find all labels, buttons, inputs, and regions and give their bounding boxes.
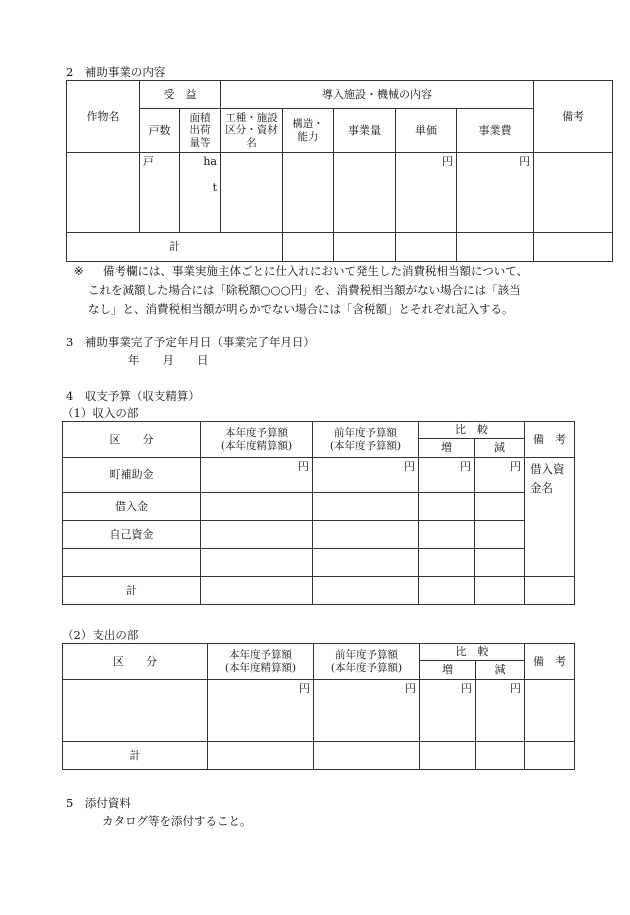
area-cell[interactable] <box>180 153 221 233</box>
expense-current-cell[interactable]: 円 <box>208 680 314 742</box>
income-decrease-cell[interactable] <box>475 493 525 521</box>
total-structure-cell <box>283 233 334 262</box>
income-previous-cell[interactable] <box>313 549 419 577</box>
section2-heading: 2 補助事業の内容 <box>66 65 166 79</box>
total-quantity-cell[interactable] <box>334 233 396 262</box>
income-row-label: 借入金 <box>63 493 201 521</box>
unit-price-cell[interactable] <box>396 153 457 233</box>
income-previous-header: 前年度予算額 (本年度予算額) <box>313 422 419 458</box>
unit-yen: 円 <box>442 155 453 168</box>
expense-previous-header: 前年度予算額 (本年度予算額) <box>314 644 420 680</box>
income-increase-cell[interactable] <box>419 549 475 577</box>
expense-increase-header: 増 <box>420 661 476 680</box>
total-label: 計 <box>67 233 283 262</box>
section3-heading: 3 補助事業完了予定年月日（事業完了年月日） <box>66 335 315 349</box>
expense-remarks-cell[interactable] <box>525 680 575 742</box>
total-remarks-cell[interactable] <box>534 233 613 262</box>
expense-total-decrease[interactable] <box>476 742 525 770</box>
note-mark: ※ <box>74 264 84 278</box>
section4-heading: 4 収支予算（収支精算） <box>66 389 200 403</box>
households-header: 戸数 <box>140 109 180 153</box>
total-unit-price-cell[interactable] <box>396 233 457 262</box>
income-total-current[interactable] <box>201 577 313 605</box>
expense-total-previous[interactable] <box>314 742 420 770</box>
income-remarks-cell[interactable]: 借入資金名 <box>525 458 575 577</box>
cost-cell[interactable] <box>457 153 534 233</box>
expense-category-cell[interactable] <box>63 680 208 742</box>
quantity-cell[interactable] <box>334 153 396 233</box>
expense-compare-header: 比 較 <box>420 644 525 661</box>
income-decrease-cell[interactable] <box>475 521 525 549</box>
income-total-previous[interactable] <box>313 577 419 605</box>
income-category-header: 区 分 <box>63 422 201 458</box>
unit-price-header: 単価 <box>396 109 457 153</box>
expense-increase-cell[interactable]: 円 <box>420 680 476 742</box>
expense-total-label: 計 <box>63 742 208 770</box>
income-row-label: 自己資金 <box>63 521 201 549</box>
facility-header: 導入施設・機械の内容 <box>221 81 534 109</box>
income-row-label: 町補助金 <box>63 458 201 493</box>
income-increase-header: 増 <box>419 439 475 458</box>
expense-category-header: 区 分 <box>63 644 208 680</box>
remarks-header: 備考 <box>534 81 613 153</box>
income-current-header: 本年度予算額 (本年度精算額) <box>201 422 313 458</box>
note-line: 備考欄には、事業実施主体ごとに仕入れにおいて発生した消費税相当額について、 <box>103 264 529 278</box>
income-heading: （1）収入の部 <box>62 406 139 420</box>
total-cost-cell[interactable] <box>457 233 534 262</box>
income-current-cell[interactable] <box>201 493 313 521</box>
expense-total-increase[interactable] <box>420 742 476 770</box>
expense-decrease-cell[interactable]: 円 <box>476 680 525 742</box>
households-cell[interactable] <box>140 153 180 233</box>
unit-yen: 円 <box>519 155 531 168</box>
income-increase-cell[interactable] <box>419 493 475 521</box>
project-content-table <box>66 80 613 262</box>
expense-heading: （2）支出の部 <box>62 628 139 642</box>
income-total-remarks[interactable] <box>525 577 575 605</box>
quantity-header: 事業量 <box>334 109 396 153</box>
income-increase-cell[interactable] <box>419 521 475 549</box>
expense-table <box>62 643 575 770</box>
income-compare-header: 比 較 <box>419 422 525 439</box>
expense-decrease-header: 減 <box>476 661 525 680</box>
income-total-decrease[interactable] <box>475 577 525 605</box>
income-remarks-header: 備 考 <box>525 422 575 458</box>
unit-t: t <box>212 180 217 194</box>
work-type-cell[interactable] <box>221 153 283 233</box>
income-current-cell[interactable] <box>201 521 313 549</box>
section5-heading: 5 添付資料 <box>66 796 131 810</box>
structure-cell[interactable] <box>283 153 334 233</box>
income-previous-cell[interactable]: 円 <box>313 458 419 493</box>
note-line: なし」と、消費税相当額が明らかでない場合には「含税額」とそれぞれ記入する。 <box>88 302 514 316</box>
income-decrease-cell[interactable] <box>475 549 525 577</box>
income-row-label[interactable] <box>63 549 201 577</box>
beneficiary-header: 受 益 <box>140 81 221 109</box>
cost-header: 事業費 <box>457 109 534 153</box>
note-line: これを減額した場合には「除税額○○○円」を、消費税相当額がない場合には「該当 <box>88 283 521 297</box>
expense-total-remarks[interactable] <box>525 742 575 770</box>
remarks-cell[interactable] <box>534 153 613 233</box>
completion-date: 年 月 日 <box>128 353 209 367</box>
unit-ha: ha <box>203 155 217 168</box>
income-table <box>62 421 575 605</box>
income-current-cell[interactable] <box>201 549 313 577</box>
work-type-header: 工種・施設区分・資材名 <box>221 109 283 153</box>
income-total-increase[interactable] <box>419 577 475 605</box>
income-total-label: 計 <box>63 577 201 605</box>
income-decrease-cell[interactable]: 円 <box>475 458 525 493</box>
income-current-cell[interactable]: 円 <box>201 458 313 493</box>
income-previous-cell[interactable] <box>313 493 419 521</box>
expense-current-header: 本年度予算額 (本年度精算額) <box>208 644 314 680</box>
structure-header: 構造・能力 <box>283 109 334 153</box>
attachment-text: カタログ等を添付すること。 <box>102 814 252 828</box>
crop-header: 作物名 <box>67 81 140 153</box>
unit-household: 戸 <box>143 155 154 168</box>
income-previous-cell[interactable] <box>313 521 419 549</box>
area-header: 面積出荷量等 <box>180 109 221 153</box>
expense-remarks-header: 備 考 <box>525 644 575 680</box>
income-decrease-header: 減 <box>475 439 525 458</box>
income-increase-cell[interactable]: 円 <box>419 458 475 493</box>
expense-previous-cell[interactable]: 円 <box>314 680 420 742</box>
expense-total-current[interactable] <box>208 742 314 770</box>
crop-cell[interactable] <box>67 153 140 233</box>
